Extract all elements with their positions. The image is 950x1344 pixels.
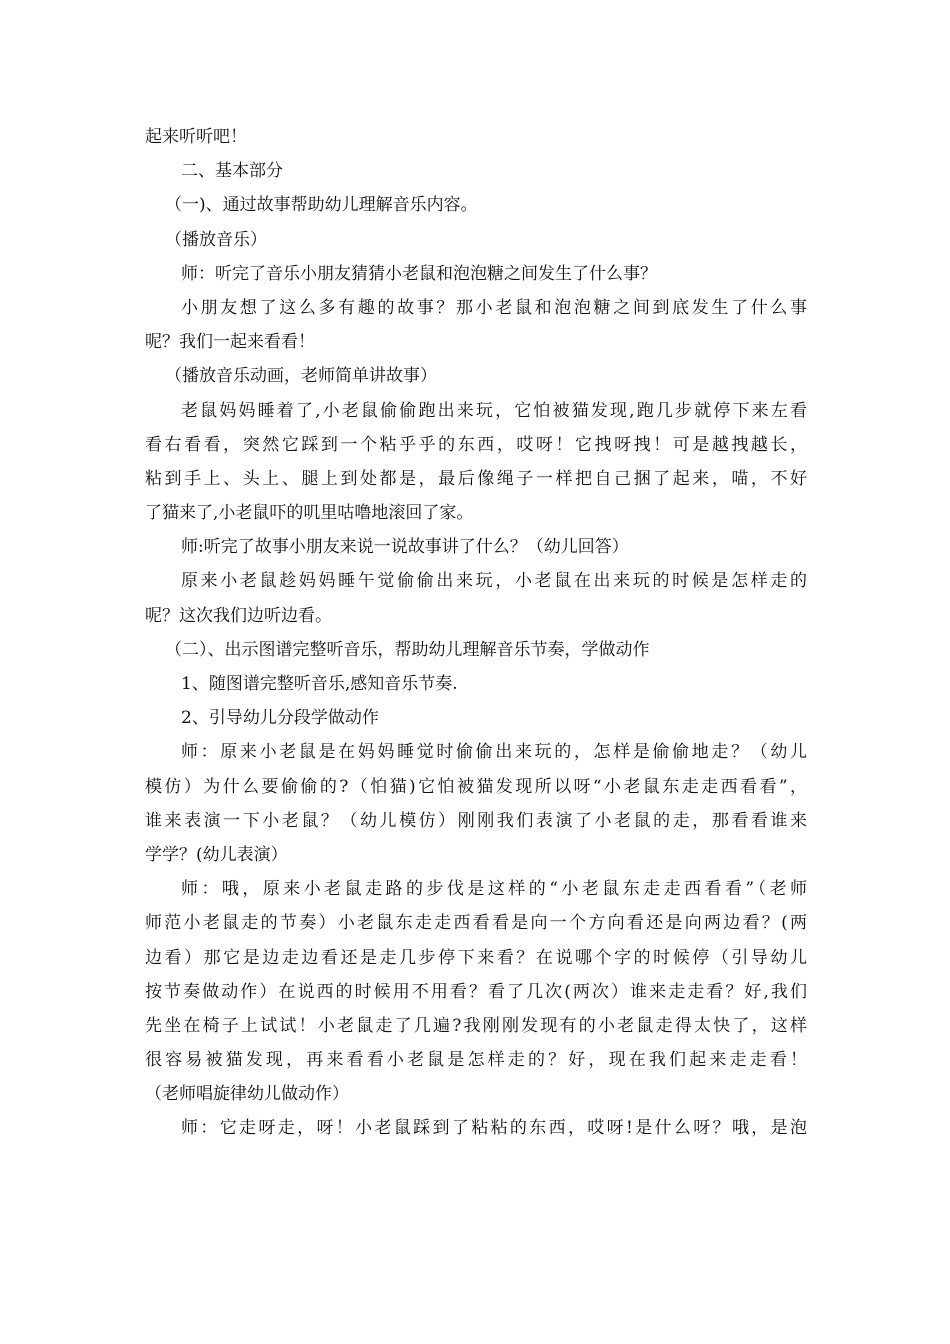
- text-line: 呢？这次我们边听边看。: [145, 605, 332, 626]
- text-line: 先坐在椅子上试试！小老鼠走了几遍?我刚刚发现有的小老鼠走得太快了，这样: [145, 1015, 807, 1036]
- text-line: 了猫来了,小老鼠吓的叽里咕噜地滚回了家。: [145, 503, 474, 524]
- text-line: 按节奏做动作）在说西的时候用不用看？看了几次(两次）谁来走走看？好,我们: [145, 981, 807, 1002]
- text-line: 师:听完了故事小朋友来说一说故事讲了什么？（幼儿回答）: [181, 537, 629, 558]
- text-line: 边看）那它是边走边看还是走几步停下来看？在说哪个字的时候停（引导幼儿: [145, 947, 807, 968]
- text-line: 学学？(幼儿表演）: [145, 844, 288, 865]
- text-line: 谁来表演一下小老鼠？（幼儿模仿）刚刚我们表演了小老鼠的走，那看看谁来: [145, 810, 807, 831]
- text-line: 粘到手上、头上、腿上到处都是，最后像绳子一样把自己捆了起来，喵，不好: [145, 468, 807, 489]
- text-line: 很容易被猫发现，再来看看小老鼠是怎样走的？好，现在我们起来走走看！: [145, 1050, 807, 1071]
- text-line: （一)、通过故事帮助幼儿理解音乐内容。: [165, 195, 478, 216]
- text-line: （老师唱旋律幼儿做动作）: [145, 1084, 349, 1105]
- text-line: （播放音乐动画，老师简单讲故事）: [165, 366, 437, 387]
- text-line: 二、基本部分: [181, 161, 283, 182]
- text-line: 师：哦，原来小老鼠走路的步伐是这样的“小老鼠东走走西看看”（老师: [181, 879, 807, 900]
- text-line: 看右看看，突然它踩到一个粘乎乎的东西，哎呀！它拽呀拽！可是越拽越长，: [145, 434, 807, 455]
- text-line: （播放音乐）: [165, 229, 267, 250]
- text-line: 起来听听吧！: [145, 127, 247, 147]
- text-line: 小朋友想了这么多有趣的故事？那小老鼠和泡泡糖之间到底发生了什么事: [181, 297, 807, 318]
- text-line: （二）、出示图谱完整听音乐，帮助幼儿理解音乐节奏，学做动作: [165, 639, 650, 660]
- text-line: 师：它走呀走，呀！小老鼠踩到了粘粘的东西，哎呀!是什么呀？哦，是泡: [181, 1118, 807, 1139]
- text-line: 2、引导幼儿分段学做动作: [181, 708, 379, 729]
- text-line: 呢？我们一起来看看！: [145, 332, 315, 353]
- text-line: 师范小老鼠走的节奏）小老鼠东走走西看看是向一个方向看还是向两边看？(两: [145, 913, 807, 934]
- text-line: 师：原来小老鼠是在妈妈睡觉时偷偷出来玩的，怎样是偷偷地走？（幼儿: [181, 742, 807, 763]
- text-line: 模仿）为什么要偷偷的?（怕猫)它怕被猫发现所以呀“小老鼠东走走西看看”，: [145, 776, 807, 797]
- document-body: [145, 120, 807, 1146]
- text-line: 老鼠妈妈睡着了,小老鼠偷偷跑出来玩，它怕被猫发现,跑几步就停下来左看: [181, 400, 807, 421]
- text-line: 师：听完了音乐小朋友猜猜小老鼠和泡泡糖之间发生了什么事？: [181, 263, 657, 284]
- text-line: 原来小老鼠趁妈妈睡午觉偷偷出来玩，小老鼠在出来玩的时候是怎样走的: [181, 571, 807, 592]
- text-line: 1、随图谱完整听音乐,感知音乐节奏.: [181, 674, 458, 694]
